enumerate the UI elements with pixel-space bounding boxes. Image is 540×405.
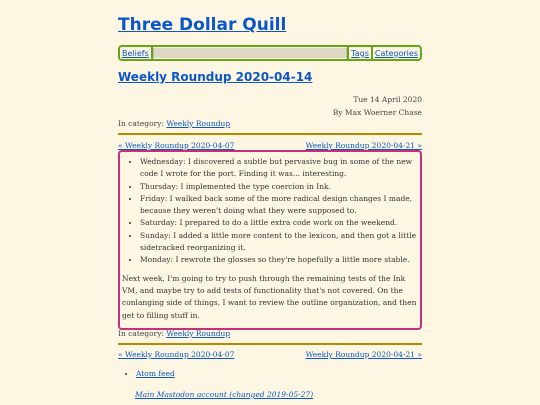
nav-spacer xyxy=(153,48,347,58)
category-link[interactable]: Weekly Roundup xyxy=(166,329,231,338)
post-nav-bottom xyxy=(118,350,422,359)
list-item: • Wednesday: I discovered a subtle but pervasive bug in some of the new code I wrote for the port. Finding it was... interesting. xyxy=(140,156,420,181)
nav-bar xyxy=(118,45,422,61)
roundup-list xyxy=(120,156,420,267)
nav-tags-link[interactable]: Tags xyxy=(351,48,369,58)
list-item: • Friday: I walked back some of the more radical design changes I made, because they weren't doing what they were supposed to. xyxy=(140,193,420,218)
list-item: • Saturday: I prepared to do a little extra code work on the weekend. xyxy=(140,217,420,229)
mastodon-link[interactable]: Main Mastodon account (changed 2019-05-27) xyxy=(135,390,314,399)
category-prefix: In category: xyxy=(118,119,167,128)
post-title-link[interactable]: Weekly Roundup 2020-04-14 xyxy=(118,70,313,84)
post-category-top xyxy=(118,119,230,128)
list-item: • Thursday: I implemented the type coercion in Ink. xyxy=(140,181,420,193)
post-category-bottom xyxy=(118,329,230,338)
summary-paragraph: Next week, I'm going to try to push through the remaining tests of the Ink VM, and maybe try to add tests of functionality that's not covered. On the conlanging side of things, I want to review the outline organization, and then get to filling stuff in. xyxy=(122,273,417,320)
post-author: By Max Woerner Chase xyxy=(332,108,422,117)
post-nav-top xyxy=(118,141,422,150)
nav-beliefs-link[interactable]: Beliefs xyxy=(122,48,149,58)
nav-categories-link[interactable]: Categories xyxy=(374,48,418,58)
list-item: • Monday: I rewrote the glosses so they're hopefully a little more stable. xyxy=(140,254,420,266)
list-item: • Sunday: I added a little more content to the lexicon, and then got a little sidetracked reorganizing it. xyxy=(140,230,420,255)
footer-links xyxy=(118,368,175,380)
category-link[interactable]: Weekly Roundup xyxy=(166,119,231,128)
category-prefix: In category: xyxy=(118,329,167,338)
next-post-link[interactable]: Weekly Roundup 2020-04-21 » xyxy=(305,141,422,150)
list-item xyxy=(136,368,175,380)
post-content xyxy=(118,150,422,330)
post-date: Tue 14 April 2020 xyxy=(353,95,422,104)
divider xyxy=(118,343,422,345)
prev-post-link[interactable]: « Weekly Roundup 2020-04-07 xyxy=(118,350,235,359)
next-post-link[interactable]: Weekly Roundup 2020-04-21 » xyxy=(305,350,422,359)
prev-post-link[interactable]: « Weekly Roundup 2020-04-07 xyxy=(118,141,235,150)
site-title-link[interactable]: Three Dollar Quill xyxy=(118,15,287,35)
atom-feed-link[interactable]: Atom feed xyxy=(136,369,175,378)
divider xyxy=(118,133,422,135)
